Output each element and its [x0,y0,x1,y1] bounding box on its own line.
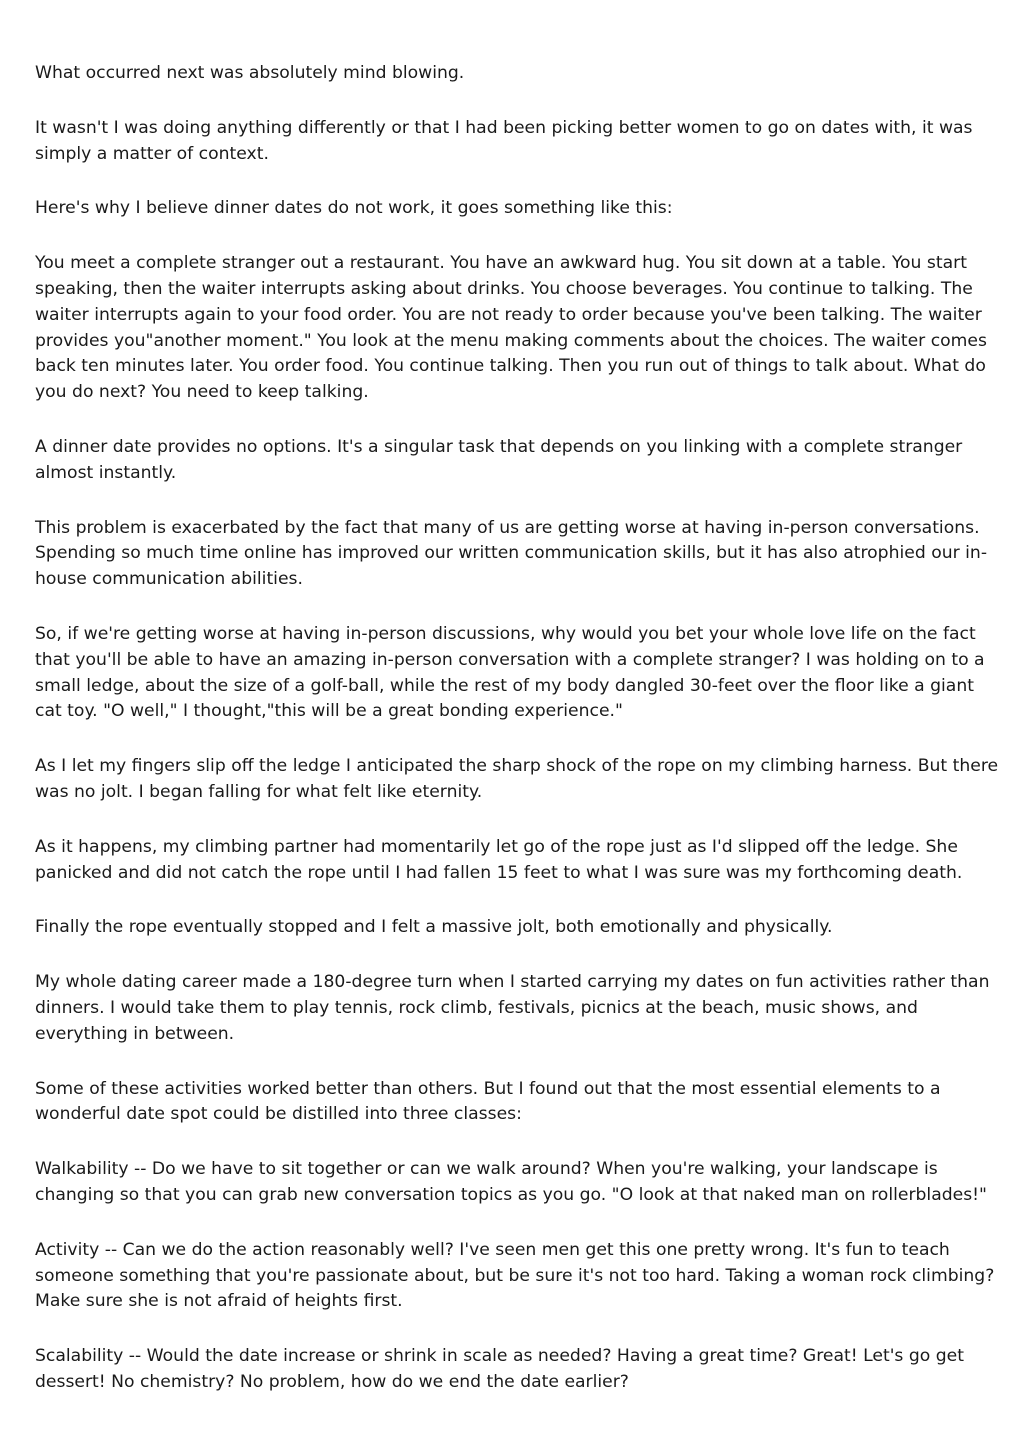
paragraph-10: Finally the rope eventually stopped and I felt a massive jolt, both emotionally and physically. [35,917,833,938]
paragraph-3: Here's why I believe dinner dates do not work, it goes something like this: [35,198,673,219]
paragraph-14: Activity -- Can we do the action reasonably well? I've seen men get this one pretty wrong. It's fun to teach someone something that you're passionate about, but be sure it's not too hard. Taking a woman rock climbing? Make sure she is not afraid of heights first. [35,1239,995,1312]
paragraph-2: It wasn't I was doing anything differently or that I had been picking better women to go on dates with, it was simply a matter of context. [35,117,973,164]
paragraph-9: As it happens, my climbing partner had momentarily let go of the rope just as I'd slipped off the ledge. She panicked and did not catch the rope until I had fallen 15 feet to what I was sure was my forthcoming death. [35,836,963,883]
paragraph-5: A dinner date provides no options. It's a singular task that depends on you linking with a complete stranger almost instantly. [35,436,963,483]
paragraph-13: Walkability -- Do we have to sit together or can we walk around? When you're walking, your landscape is changing so that you can grab new conversation topics as you go. "O look at that naked man on rollerblades!" [35,1159,987,1205]
paragraph-7: So, if we're getting worse at having in-person discussions, why would you bet your whole love life on the fact that you'll be able to have an amazing in-person conversation with a complete stranger? I was holding on to a small ledge, about the size of a golf-ball, while the rest of my body dangled 30-feet over the floor like a giant cat toy. "O well," I thought,"this will be a great bonding experience." [35,623,985,722]
paragraph-6: This problem is exacerbated by the fact that many of us are getting worse at having in-person conversations. Spending so much time online has improved our written communication skills, but it has also atrophied our in-house communication abilities. [35,517,988,590]
paragraph-1: What occurred next was absolutely mind blowing. [35,63,465,83]
paragraph-12: Some of these activities worked better than others. But I found out that the most essential elements to a wonderful date spot could be distilled into three classes: [35,1078,941,1125]
document-body [35,61,1000,1425]
paragraph-11: My whole dating career made a 180-degree turn when I started carrying my dates on fun activities rather than dinners. I would take them to play tennis, rock climb, festivals, picnics at the beach, music shows, and everything in between. [35,972,990,1044]
paragraph-4: You meet a complete stranger out a restaurant. You have an awkward hug. You sit down at a table. You start speaking, then the waiter interrupts asking about drinks. You choose beverages. You continue to talking. The waiter interrupts again to your food order. You are not ready to order because you've been talking. The waiter provides you"another moment." You look at the menu making comments about the choices. The waiter comes back ten minutes later. You order food. You continue talking. Then you run out of things to talk about. What do you do next? You need to keep talking. [35,253,987,403]
paragraph-15: Scalability -- Would the date increase or shrink in scale as needed? Having a great time? Great! Let's go get dessert! No chemistry? No problem, how do we end the date earlier? [35,1346,964,1392]
paragraph-8: As I let my fingers slip off the ledge I anticipated the sharp shock of the rope on my climbing harness. But there was no jolt. I began falling for what felt like eternity. [35,756,999,802]
